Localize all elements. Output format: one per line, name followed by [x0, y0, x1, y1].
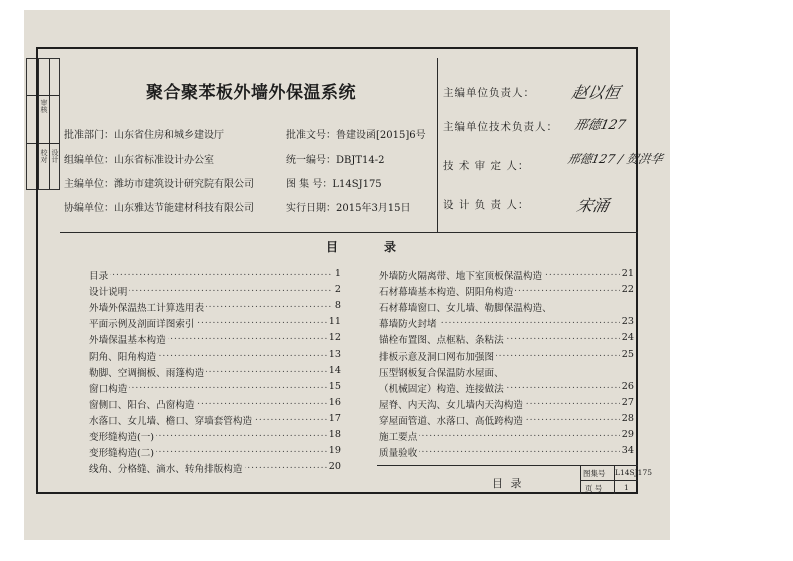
signature: 宋涌 [574, 196, 611, 215]
toc-entry-title: 屋脊、内天沟、女儿墙内天沟构造 [379, 399, 523, 411]
compile-unit: 组编单位：山东省标准设计办公室 [64, 155, 214, 166]
toc-entry-page: 11 [328, 316, 341, 328]
approval-doc-no: 批准文号：鲁建设函[2015]6号 [286, 130, 426, 141]
toc-entry-title: 勒脚、空调搁板、雨篷构造 [89, 367, 205, 379]
unified-no: 统一编号：DBJT14-2 [286, 155, 385, 166]
page-value: 1 [624, 483, 629, 492]
toc-entry [379, 332, 634, 346]
toc-entry [379, 445, 634, 459]
toc-entry-page: 26 [621, 380, 634, 392]
toc-entry [379, 397, 634, 411]
toc-entry [379, 413, 634, 427]
toc-entry-title: 窗口构造 [89, 383, 128, 395]
toc-entry-title: 设计说明 [89, 287, 128, 299]
toc-entry-title: 阴角、阳角构造 [89, 351, 157, 363]
atlas-value: L14SJ175 [615, 468, 652, 477]
toc-entry [379, 349, 634, 363]
toc-entry-title: 目录 [89, 271, 109, 282]
toc-entry [89, 381, 341, 395]
toc-entry [89, 429, 341, 443]
responsible-label: 技 术 审 定 人： [443, 160, 530, 172]
toc-entry [379, 268, 634, 282]
toc-entry [89, 349, 341, 363]
toc-entry [89, 268, 341, 282]
toc-entry-title: 锚栓布置图、点框粘、条粘法 [379, 335, 504, 347]
side-stamp-cell: 审核 [40, 99, 48, 113]
toc-entry-page: 18 [328, 429, 341, 440]
toc-entry-page: 2 [334, 284, 341, 296]
toc-entry-page: 13 [328, 348, 341, 360]
signature: 邢德127 [572, 118, 627, 133]
toc-entry-page: 24 [621, 332, 634, 344]
toc-entry [379, 365, 634, 379]
toc-entry-page: 19 [328, 445, 341, 457]
toc-entry-title: （机械固定）构造、连接做法 [379, 383, 504, 395]
toc-entry [379, 381, 634, 395]
toc-entry-title: 外墙外保温热工计算选用表 [89, 303, 205, 315]
toc-entry-page: 8 [334, 300, 341, 312]
toc-entry-title: 窗侧口、阳台、凸窗构造 [89, 399, 195, 411]
toc-entry-page: 15 [328, 380, 341, 392]
toc-entry [89, 397, 341, 411]
toc-entry-page: 17 [328, 412, 341, 424]
toc-entry-title: 质量验收 [379, 448, 418, 460]
toc-entry [89, 413, 341, 427]
signature: 赵以恒 [569, 83, 622, 102]
page-label: 页 号 [585, 484, 603, 493]
toc-entry-title: 外墙防火隔离带、地下室顶板保温构造 [379, 271, 543, 282]
toc-entry-title: 外墙保温基本构造 [89, 335, 166, 347]
toc-entry-page: 25 [621, 348, 634, 360]
toc-entry-title: 石材幕墙窗口、女儿墙、勒脚保温构造、 [379, 303, 552, 315]
toc-entry-page: 28 [621, 412, 634, 424]
toc-entry [379, 284, 634, 298]
toc-entry-page: 1 [334, 268, 341, 279]
chief-unit: 主编单位：潍坊市建筑设计研究院有限公司 [64, 179, 254, 190]
toc-entry [89, 332, 341, 346]
responsible-label: 主编单位技术负责人： [443, 121, 558, 133]
atlas-label: 图集号 [583, 469, 606, 478]
toc-entry [89, 365, 341, 379]
toc-entry-title: 穿屋面管道、水落口、高低跨构造 [379, 415, 523, 427]
toc-entry-page: 34 [621, 445, 634, 457]
toc-entry [379, 316, 634, 330]
signature: 邢德127 / 贺洪华 [566, 152, 664, 166]
toc-entry-page: 20 [328, 461, 341, 473]
toc-entry-title: 水落口、女儿墙、檐口、穿墙套管构造 [89, 415, 253, 427]
toc-entry [379, 300, 634, 314]
atlas-no: 图 集 号：L14SJ175 [286, 179, 382, 190]
toc-entry-title: 线角、分格缝、滴水、转角排版构造 [89, 464, 243, 476]
toc-entry [89, 461, 341, 475]
toc-entry-page: 29 [621, 429, 634, 440]
toc-entry [89, 445, 341, 459]
toc-entry-page: 14 [328, 364, 341, 376]
toc-entry-page: 16 [328, 396, 341, 408]
toc-entry-title: 石材幕墙基本构造、阴阳角构造 [379, 287, 514, 299]
toc-entry-title: 平面示例及剖面详图索引 [89, 319, 195, 331]
effective-date: 实行日期：2015年3月15日 [286, 203, 411, 214]
toc-entry-title: 变形缝构造(一) [89, 432, 155, 443]
toc-entry [89, 300, 341, 314]
co-unit: 协编单位：山东雅达节能建材科技有限公司 [64, 203, 254, 214]
toc-entry [379, 429, 634, 443]
title-block-name: 目 录 [492, 477, 524, 490]
toc-entry [89, 316, 341, 330]
toc-entry-title: 施工要点 [379, 432, 418, 443]
toc-entry-title: 排板示意及洞口网布加强图 [379, 351, 495, 363]
toc-entry-title: 幕墙防火封堵 [379, 319, 437, 331]
toc-title-right: 录 [384, 240, 397, 254]
approval-dept: 批准部门：山东省住房和城乡建设厅 [64, 130, 224, 141]
toc-entry-page: 21 [621, 268, 634, 279]
toc-title-left: 目 [326, 240, 339, 254]
toc-entry-title: 变形缝构造(二) [89, 448, 155, 460]
responsible-label: 主编单位负责人： [443, 87, 535, 99]
toc-entry-page: 12 [328, 332, 341, 344]
toc-entry-title: 压型钢板复合保温防水屋面、 [379, 367, 504, 379]
toc-entry-page: 27 [621, 396, 634, 408]
toc-entry-page: 23 [621, 316, 634, 328]
page-title: 聚合聚苯板外墙外保温系统 [146, 83, 356, 103]
toc-entry [89, 284, 341, 298]
toc-entry-page: 22 [621, 284, 634, 296]
side-stamp-cell: 设计 [51, 149, 59, 163]
side-stamp-cell: 校对 [40, 149, 48, 163]
responsible-label: 设 计 负 责 人： [443, 199, 530, 211]
